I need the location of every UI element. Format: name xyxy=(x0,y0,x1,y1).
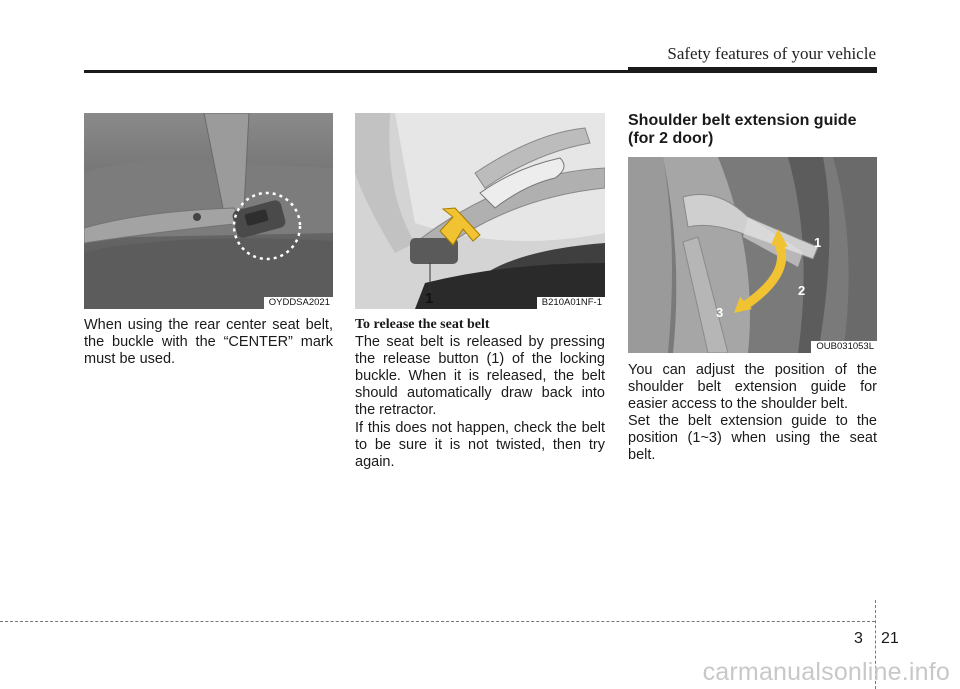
figure-code: B210A01NF-1 xyxy=(537,297,605,309)
callout-3: 3 xyxy=(716,305,724,320)
extension-guide-paragraph-2: Set the belt extension guide to the position (1~3) when using the seat belt. xyxy=(628,413,877,463)
rear-center-instruction: When using the rear center seat belt, the buckle with the “CENTER” mark must be used. xyxy=(84,317,333,367)
watermark: carmanualsonline.info xyxy=(702,658,950,686)
release-paragraph-1: The seat belt is released by pressing the release button (1) of the locking buckle. When it is released, the belt should automatically draw back into the retractor. xyxy=(355,334,605,418)
release-subheading: To release the seat belt xyxy=(355,317,490,332)
extension-guide-illustration xyxy=(628,157,877,353)
rear-center-belt-illustration xyxy=(84,113,333,309)
section-title: Safety features of your vehicle xyxy=(667,44,876,63)
header-rule-accent xyxy=(628,67,877,73)
figure-code: OUB031053L xyxy=(811,341,877,353)
page-number: 21 xyxy=(881,630,899,647)
release-belt-illustration xyxy=(355,113,605,309)
extension-guide-heading-line-1: Shoulder belt extension guide xyxy=(628,112,857,129)
callout-1: 1 xyxy=(425,290,434,307)
footer-rule xyxy=(0,621,875,622)
figure-code: OYDDSA2021 xyxy=(264,297,333,309)
callout-1: 1 xyxy=(814,235,822,250)
chapter-number: 3 xyxy=(854,630,863,647)
extension-guide-heading-line-2: (for 2 door) xyxy=(628,130,714,147)
callout-2: 2 xyxy=(798,283,806,298)
release-paragraph-2: If this does not happen, check the belt to be sure it is not twisted, then try again. xyxy=(355,420,605,470)
extension-guide-paragraph-1: You can adjust the position of the shoulder belt extension guide for easier access to the shoulder belt. xyxy=(628,362,877,412)
